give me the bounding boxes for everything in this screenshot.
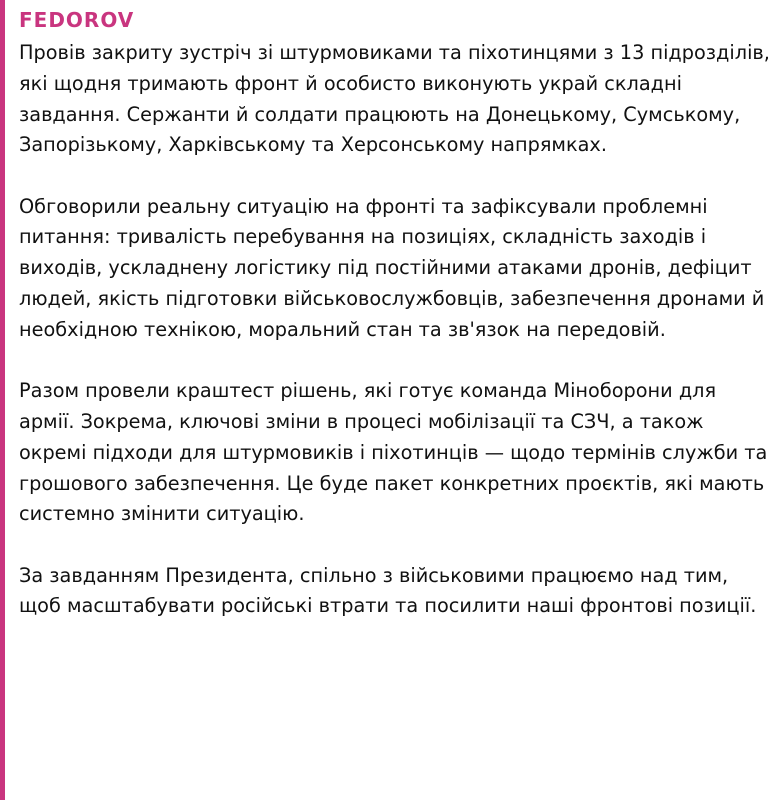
sender-name[interactable]: FEDOROV bbox=[19, 8, 135, 32]
message-paragraph-1: Провів закриту зустріч зі штурмовиками та піхотинцями з 13 підрозділів, які щодня тримають фронт й особисто виконують украй складні завдання. Сержанти й солдати працюють на Донецькому, Сумському, Запорізькому, Харківському та Херсонському напрямках. bbox=[19, 41, 770, 157]
message-bubble bbox=[19, 6, 771, 622]
message-accent-bar bbox=[0, 0, 5, 800]
message-paragraph-4: За завданням Президента, спільно з військовими працюємо над тим, щоб масштабувати російські втрати та посилити наші фронтові позиції. bbox=[19, 563, 757, 618]
message-paragraph-2: Обговорили реальну ситуацію на фронті та зафіксували проблемні питання: тривалість перебування на позиціях, складність заходів і виходів, ускладнену логістику під постійними атаками дронів, дефіцит людей, якість підготовки військовослужбовців, забезпечення дронами й необхідною технікою, моральний стан та зв'язок на передовій. bbox=[19, 194, 765, 341]
message-paragraph-3: Разом провели краштест рішень, які готує команда Міноборони для армії. Зокрема, ключові зміни в процесі мобілізації та СЗЧ, а також окремі підходи для штурмовиків і піхотинців — щодо термінів служби та грошового забезпечення. Це буде пакет конкретних проєктів, які мають системно змінити ситуацію. bbox=[19, 379, 768, 526]
